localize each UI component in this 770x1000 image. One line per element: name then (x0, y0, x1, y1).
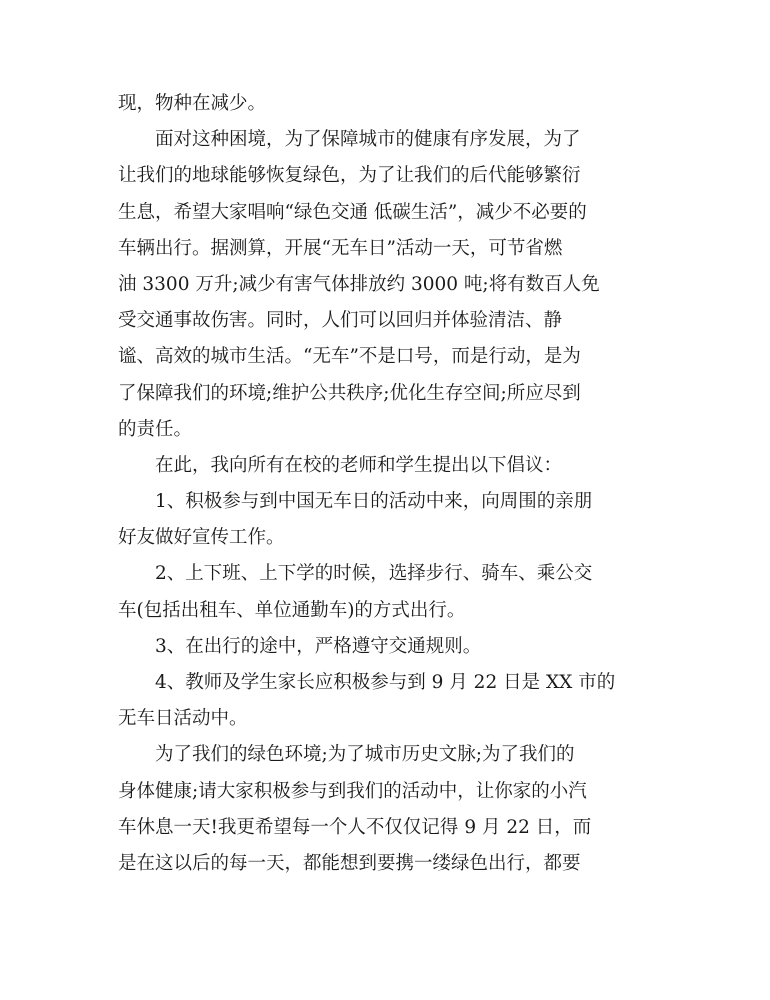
text-line: 在此，我向所有在校的老师和学生提出以下倡议： (155, 454, 563, 476)
text-line: 2、上下班、上下学的时候，选择步行、骑车、乘公交 (155, 563, 593, 585)
text-line: 受交通事故伤害。同时，人们可以回归并体验清洁、静 (118, 310, 563, 332)
text-line: 好友做好宣传工作。 (118, 527, 285, 549)
text-line: 现，物种在减少。 (118, 93, 267, 114)
text-line: 的责任。 (118, 418, 193, 440)
document-body (118, 86, 658, 882)
text-line: 1、积极参与到中国无车日的活动中来，向周围的亲朋 (155, 491, 593, 513)
text-line: 3、在出行的途中，严格遵守交通规则。 (155, 635, 482, 657)
text-line: 生息，希望大家唱响“绿色交通 低碳生活”，减少不必要的 (118, 201, 587, 223)
text-line: 车辆出行。据测算，开展“无车日”活动一天，可节省燃 (118, 237, 563, 259)
text-line: 谧、高效的城市生活。“无车”不是口号，而是行动，是为 (118, 346, 581, 368)
text-line: 车(包括出租车、单位通勤车)的方式出行。 (118, 599, 466, 621)
text-line: 面对这种困境，为了保障城市的健康有序发展，为了 (155, 129, 581, 151)
text-line: 无车日活动中。 (118, 708, 248, 730)
text-line: 为了我们的绿色环境;为了城市历史文脉;为了我们的 (155, 744, 575, 766)
text-line: 车休息一天!我更希望每一个人不仅仅记得 9 月 22 日，而 (118, 816, 592, 838)
text-line: 了保障我们的环境;维护公共秩序;优化生存空间;所应尽到 (118, 382, 581, 404)
text-line: 是在这以后的每一天，都能想到要携一缕绿色出行，都要 (118, 852, 581, 874)
text-line: 4、教师及学生家长应积极参与到 9 月 22 日是 XX 市的 (155, 672, 616, 693)
text-line: 身体健康;请大家积极参与到我们的活动中，让你家的小汽 (118, 780, 587, 802)
text-line: 油 3300 万升;减少有害气体排放约 3000 吨;将有数百人免 (118, 273, 600, 295)
text-line: 让我们的地球能够恢复绿色，为了让我们的后代能够繁衍 (118, 165, 581, 187)
